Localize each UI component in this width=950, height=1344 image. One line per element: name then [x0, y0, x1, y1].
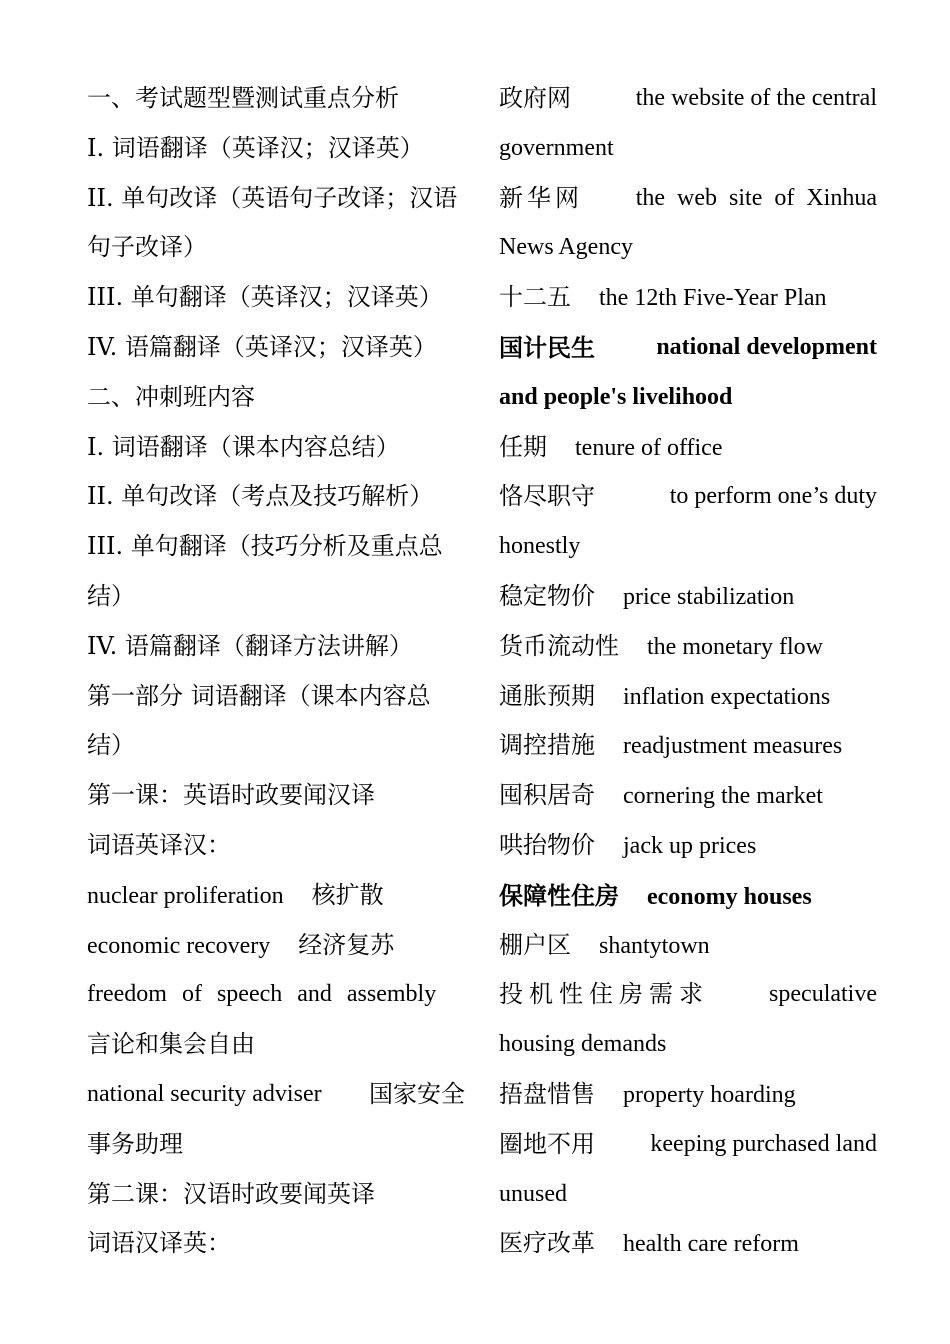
term-chinese: 医疗改革 [499, 1229, 595, 1258]
term-english: the monetary flow [647, 633, 823, 660]
term-row [87, 1070, 465, 1120]
term-chinese: 任期 [499, 432, 547, 461]
list-item: II. 单句改译（英语句子改译；汉语 [87, 183, 458, 212]
term-row [499, 74, 877, 124]
term-english-continued: unused [499, 1180, 567, 1207]
term-chinese: 通胀预期 [499, 681, 595, 710]
term-chinese-continued: 事务助理 [87, 1129, 183, 1158]
term-row [499, 672, 877, 722]
lesson-heading: 第一课：英语时政要闻汉译 [87, 781, 375, 810]
term-row [499, 1120, 877, 1170]
section-heading-course-content: 二、冲刺班内容 [87, 382, 255, 411]
term-chinese: 货币流动性 [499, 631, 619, 660]
part-heading-continued: 结） [87, 731, 135, 760]
term-chinese: 保障性住房 [499, 880, 619, 910]
list-item: I. 词语翻译（课本内容总结） [87, 432, 400, 461]
term-english: readjustment measures [623, 733, 843, 760]
term-row [499, 622, 877, 672]
term-english: the 12th Five-Year Plan [599, 285, 827, 312]
term-chinese: 经济复苏 [298, 930, 395, 959]
term-english-continued: honestly [499, 533, 581, 560]
term-english: the website of the central [635, 85, 877, 111]
term-english: economy houses [647, 883, 812, 910]
term-english: inflation expectations [623, 683, 831, 710]
right-column [499, 74, 877, 1269]
term-chinese: 恪尽职守 [499, 482, 595, 511]
term-row [499, 472, 877, 522]
term-row [499, 1070, 877, 1120]
term-row [499, 970, 877, 1020]
term-chinese: 十二五 [499, 283, 571, 312]
term-row [87, 921, 465, 971]
term-english-justified: freedom of speech and assembly [87, 981, 437, 1008]
term-row [87, 871, 465, 921]
term-row [499, 921, 877, 971]
list-item: I. 词语翻译（英译汉；汉译英） [87, 133, 424, 162]
term-english: price stabilization [623, 583, 795, 610]
term-chinese: 国计民生 [499, 332, 595, 362]
term-chinese: 调控措施 [499, 731, 595, 760]
term-chinese: 国家安全 [369, 1079, 465, 1108]
term-english: tenure of office [575, 434, 723, 461]
term-chinese: 棚户区 [499, 930, 571, 959]
term-english: keeping purchased land [650, 1130, 877, 1157]
term-english: to perform one’s duty [669, 483, 877, 510]
term-row [499, 721, 877, 771]
term-row [499, 1219, 877, 1269]
term-english: shantytown [599, 932, 710, 959]
term-english: nuclear proliferation [87, 882, 284, 909]
term-row [499, 174, 877, 224]
term-english: the web site of Xinhua [635, 184, 877, 211]
term-chinese: 核扩散 [311, 880, 384, 909]
term-chinese: 新华网 [499, 183, 583, 212]
list-item-continued: 结） [87, 581, 135, 610]
term-chinese: 言论和集会自由 [87, 1030, 255, 1059]
list-item: III. 单句翻译（技巧分析及重点总 [87, 532, 443, 561]
list-item: IV. 语篇翻译（英译汉；汉译英） [87, 332, 437, 361]
list-item-continued: 句子改译） [87, 233, 207, 262]
left-column [87, 74, 465, 1269]
term-english: property hoarding [623, 1081, 796, 1108]
term-row-bold [499, 871, 877, 921]
term-english: national security adviser [87, 1080, 322, 1107]
term-chinese: 捂盘惜售 [499, 1079, 595, 1108]
term-chinese: 投机性住房需求 [499, 980, 709, 1009]
term-row [499, 821, 877, 871]
term-english: jack up prices [623, 832, 757, 859]
term-english: cornering the market [623, 783, 823, 810]
term-english-continued: government [499, 134, 614, 161]
term-chinese: 稳定物价 [499, 581, 595, 610]
term-chinese: 囤积居奇 [499, 781, 595, 810]
list-item: III. 单句翻译（英译汉；汉译英） [87, 283, 443, 312]
section-heading-exam-analysis: 一、考试题型暨测试重点分析 [87, 84, 399, 112]
term-row-bold [499, 323, 877, 373]
list-item: IV. 语篇翻译（翻译方法讲解） [87, 631, 413, 660]
term-english: national development [656, 333, 877, 360]
list-item: II. 单句改译（考点及技巧解析） [87, 482, 434, 511]
term-english: speculative [769, 981, 877, 1008]
term-english: health care reform [623, 1231, 799, 1258]
term-english-continued: and people's livelihood [499, 383, 733, 410]
term-english-continued: News Agency [499, 234, 633, 261]
part-heading: 第一部分 词语翻译（课本内容总 [87, 681, 431, 710]
term-english: economic recovery [87, 932, 271, 959]
term-row [499, 771, 877, 821]
subheading: 词语汉译英： [87, 1229, 231, 1258]
lesson-heading: 第二课：汉语时政要闻英译 [87, 1179, 375, 1208]
subheading: 词语英译汉： [87, 830, 231, 859]
term-row [499, 423, 877, 473]
term-chinese: 政府网 [499, 84, 571, 112]
term-chinese: 圈地不用 [499, 1129, 595, 1158]
term-english-continued: housing demands [499, 1031, 667, 1058]
term-chinese: 哄抬物价 [499, 830, 595, 859]
term-row [499, 572, 877, 622]
term-row [499, 273, 877, 323]
